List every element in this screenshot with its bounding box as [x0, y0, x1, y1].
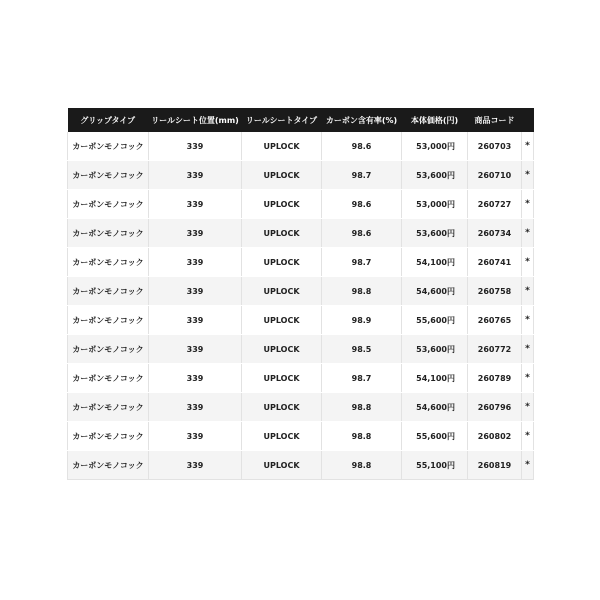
- cell-price: 55,600円: [402, 306, 468, 335]
- spec-table: [67, 108, 534, 480]
- header-carbon-content: カーボン含有率(%): [322, 108, 402, 132]
- cell-product-code: 260758: [468, 277, 522, 306]
- cell-mark: *: [522, 219, 534, 248]
- cell-mark: *: [522, 277, 534, 306]
- cell-grip-type: カーボンモノコック: [68, 364, 149, 393]
- header-product-code: 商品コード: [468, 108, 522, 132]
- cell-reel-seat-position: 339: [149, 132, 242, 161]
- cell-product-code: 260727: [468, 190, 522, 219]
- cell-product-code: 260772: [468, 335, 522, 364]
- cell-price: 55,600円: [402, 422, 468, 451]
- cell-reel-seat-position: 339: [149, 277, 242, 306]
- cell-carbon-content: 98.7: [322, 248, 402, 277]
- cell-mark: *: [522, 451, 534, 480]
- cell-carbon-content: 98.8: [322, 393, 402, 422]
- cell-carbon-content: 98.9: [322, 306, 402, 335]
- header-mark: [522, 108, 534, 132]
- cell-reel-seat-position: 339: [149, 248, 242, 277]
- cell-grip-type: カーボンモノコック: [68, 161, 149, 190]
- table-row: [68, 422, 534, 451]
- cell-carbon-content: 98.6: [322, 219, 402, 248]
- cell-reel-seat-type: UPLOCK: [242, 219, 322, 248]
- cell-carbon-content: 98.8: [322, 277, 402, 306]
- table-row: [68, 335, 534, 364]
- cell-reel-seat-type: UPLOCK: [242, 422, 322, 451]
- table-row: [68, 248, 534, 277]
- table-row: [68, 306, 534, 335]
- cell-reel-seat-type: UPLOCK: [242, 132, 322, 161]
- cell-reel-seat-position: 339: [149, 161, 242, 190]
- cell-price: 53,600円: [402, 161, 468, 190]
- cell-reel-seat-position: 339: [149, 451, 242, 480]
- cell-reel-seat-type: UPLOCK: [242, 335, 322, 364]
- table-row: [68, 393, 534, 422]
- cell-product-code: 260734: [468, 219, 522, 248]
- cell-grip-type: カーボンモノコック: [68, 132, 149, 161]
- cell-price: 54,100円: [402, 248, 468, 277]
- table-row: [68, 277, 534, 306]
- cell-price: 54,100円: [402, 364, 468, 393]
- cell-product-code: 260741: [468, 248, 522, 277]
- cell-reel-seat-type: UPLOCK: [242, 277, 322, 306]
- cell-product-code: 260802: [468, 422, 522, 451]
- cell-product-code: 260819: [468, 451, 522, 480]
- cell-grip-type: カーボンモノコック: [68, 422, 149, 451]
- cell-reel-seat-position: 339: [149, 364, 242, 393]
- cell-reel-seat-type: UPLOCK: [242, 190, 322, 219]
- cell-reel-seat-type: UPLOCK: [242, 306, 322, 335]
- table-header-row: [68, 108, 534, 132]
- cell-mark: *: [522, 161, 534, 190]
- cell-carbon-content: 98.7: [322, 364, 402, 393]
- header-grip-type: グリップタイプ: [68, 108, 149, 132]
- cell-product-code: 260765: [468, 306, 522, 335]
- cell-carbon-content: 98.6: [322, 132, 402, 161]
- cell-product-code: 260710: [468, 161, 522, 190]
- cell-reel-seat-position: 339: [149, 190, 242, 219]
- cell-carbon-content: 98.8: [322, 451, 402, 480]
- table-row: [68, 190, 534, 219]
- cell-price: 55,100円: [402, 451, 468, 480]
- cell-reel-seat-type: UPLOCK: [242, 393, 322, 422]
- cell-reel-seat-position: 339: [149, 335, 242, 364]
- cell-reel-seat-type: UPLOCK: [242, 451, 322, 480]
- table-body: [68, 132, 534, 480]
- cell-grip-type: カーボンモノコック: [68, 277, 149, 306]
- cell-grip-type: カーボンモノコック: [68, 248, 149, 277]
- cell-product-code: 260796: [468, 393, 522, 422]
- cell-carbon-content: 98.7: [322, 161, 402, 190]
- cell-price: 53,600円: [402, 219, 468, 248]
- header-price: 本体価格(円): [402, 108, 468, 132]
- cell-mark: *: [522, 422, 534, 451]
- cell-reel-seat-type: UPLOCK: [242, 161, 322, 190]
- cell-price: 53,000円: [402, 132, 468, 161]
- header-reel-seat-type: リールシートタイプ: [242, 108, 322, 132]
- cell-price: 53,000円: [402, 190, 468, 219]
- cell-mark: *: [522, 132, 534, 161]
- cell-reel-seat-type: UPLOCK: [242, 364, 322, 393]
- cell-grip-type: カーボンモノコック: [68, 335, 149, 364]
- cell-product-code: 260703: [468, 132, 522, 161]
- cell-reel-seat-position: 339: [149, 422, 242, 451]
- header-reel-seat-position: リールシート位置(mm): [149, 108, 242, 132]
- cell-grip-type: カーボンモノコック: [68, 451, 149, 480]
- cell-mark: *: [522, 248, 534, 277]
- cell-grip-type: カーボンモノコック: [68, 306, 149, 335]
- cell-reel-seat-position: 339: [149, 219, 242, 248]
- cell-product-code: 260789: [468, 364, 522, 393]
- table-row: [68, 219, 534, 248]
- cell-grip-type: カーボンモノコック: [68, 190, 149, 219]
- cell-reel-seat-type: UPLOCK: [242, 248, 322, 277]
- cell-grip-type: カーボンモノコック: [68, 393, 149, 422]
- cell-carbon-content: 98.8: [322, 422, 402, 451]
- cell-price: 54,600円: [402, 277, 468, 306]
- cell-price: 54,600円: [402, 393, 468, 422]
- table-row: [68, 161, 534, 190]
- cell-reel-seat-position: 339: [149, 393, 242, 422]
- cell-carbon-content: 98.5: [322, 335, 402, 364]
- table-row: [68, 451, 534, 480]
- cell-mark: *: [522, 364, 534, 393]
- cell-price: 53,600円: [402, 335, 468, 364]
- cell-mark: *: [522, 335, 534, 364]
- cell-reel-seat-position: 339: [149, 306, 242, 335]
- cell-carbon-content: 98.6: [322, 190, 402, 219]
- cell-grip-type: カーボンモノコック: [68, 219, 149, 248]
- cell-mark: *: [522, 393, 534, 422]
- table-row: [68, 364, 534, 393]
- table-row: [68, 132, 534, 161]
- cell-mark: *: [522, 190, 534, 219]
- cell-mark: *: [522, 306, 534, 335]
